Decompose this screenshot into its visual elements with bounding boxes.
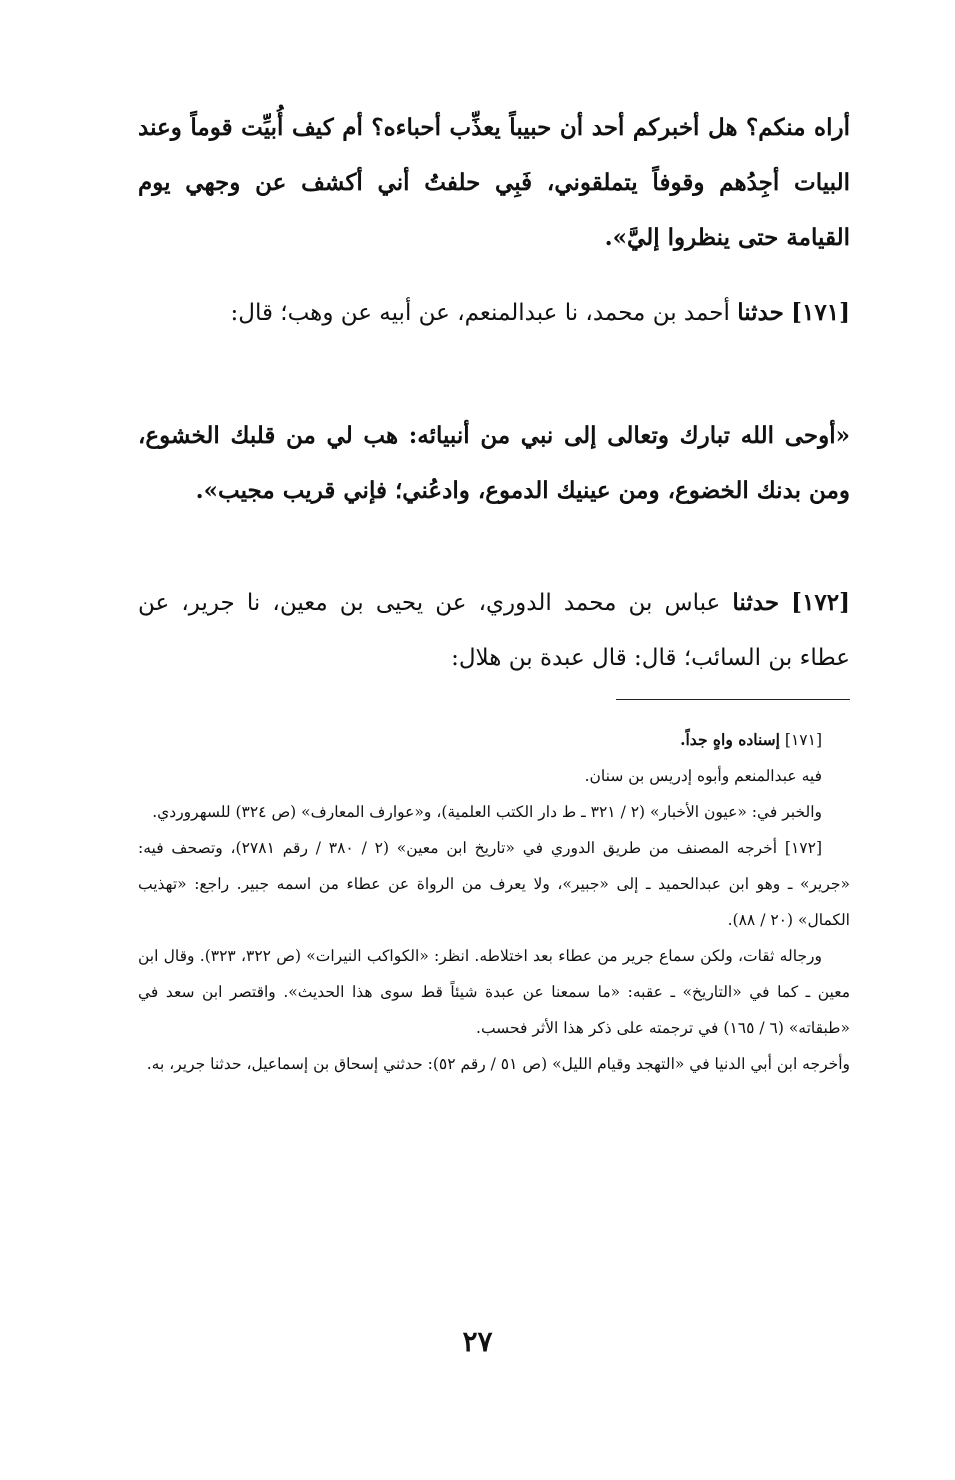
- footnote-171-line: والخبر في: «عيون الأخبار» (٢ / ٣٢١ ـ ط دار الكتب العلمية)، و«عوارف المعارف» (ص ٣٢٤) للسهروردي.: [152, 803, 822, 821]
- footnote-172-line: ورجاله ثقات، ولكن سماع جرير من عطاء بعد اختلاطه. انظر: «الكواكب النيرات» (ص ٣٢٢، ٣٢٣). وقال ابن معين ـ كما في «التاريخ» ـ عقبه: «ما سمعنا عن عبدة شيئاً قط سوى هذا الحديث». واقتصر ابن سعد في «طبقاته» (٦ / ١٦٥) في ترجمته على ذكر هذا الأثر فحسب.: [138, 947, 850, 1037]
- footnote-number-172: [١٧٢]: [784, 839, 822, 857]
- footnote-number-171: [١٧١]: [784, 731, 822, 749]
- isnad-chain-171: أحمد بن محمد، نا عبدالمنعم، عن أبيه عن وهب؛ قال:: [230, 300, 730, 326]
- footnotes: [138, 722, 850, 1082]
- hadith-text-continuation: أراه منكم؟ هل أخبركم أحد أن حبيباً يعذِّب أحباءه؟ أم كيف أُبيِّت قوماً وعند البيات أجِدُهم وقوفاً يتملقوني، فَبِي حلفتُ أني أكشف عن وجهي يوم القيامة حتى ينظروا إليَّ».: [138, 114, 850, 251]
- isnad-chain-172: عباس بن محمد الدوري، عن يحيى بن معين، نا جرير، عن عطاء بن السائب؛ قال: قال عبدة بن هلال:: [138, 590, 850, 671]
- footnote-divider: [616, 699, 850, 700]
- isnad-172: [138, 575, 850, 686]
- hadith-number-172: [١٧٢]: [791, 589, 851, 616]
- footnote-grade-171: إسناده واهٍ جداً.: [680, 730, 780, 749]
- isnad-lead-172: حدثنا: [732, 589, 780, 616]
- hadith-text-171: «أوحى الله تبارك وتعالى إلى نبي من أنبيائه: هب لي من قلبك الخشوع، ومن بدنك الخضوع، ومن عينيك الدموع، وادعُني؛ فإني قريب مجيب».: [138, 422, 850, 504]
- isnad-lead-171: حدثنا: [737, 299, 784, 326]
- hadith-number-171: [١٧١]: [791, 299, 850, 326]
- footnote-171-grade: [138, 722, 850, 758]
- footnote-172-line: وأخرجه ابن أبي الدنيا في «التهجد وقيام الليل» (ص ٥١ / رقم ٥٢): حدثني إسحاق بن إسماعيل، حدثنا جرير، به.: [146, 1055, 850, 1073]
- footnote-172-text: أخرجه المصنف من طريق الدوري في «تاريخ ابن معين» (٢ / ٣٨٠ / رقم ٢٧٨١)، وتصحف فيه: «جرير» ـ وهو ابن عبدالحميد ـ إلى «جبير»، ولا يعرف من الرواة عن عطاء من اسمه جبير. راجع: «تهذيب الكمال» (٢٠ / ٨٨).: [138, 839, 850, 929]
- footnote-172-line: [138, 830, 850, 938]
- page-number: ٢٧: [462, 1325, 493, 1358]
- footnote-171-line: فيه عبدالمنعم وأبوه إدريس بن سنان.: [584, 767, 822, 785]
- isnad-171: [138, 285, 850, 341]
